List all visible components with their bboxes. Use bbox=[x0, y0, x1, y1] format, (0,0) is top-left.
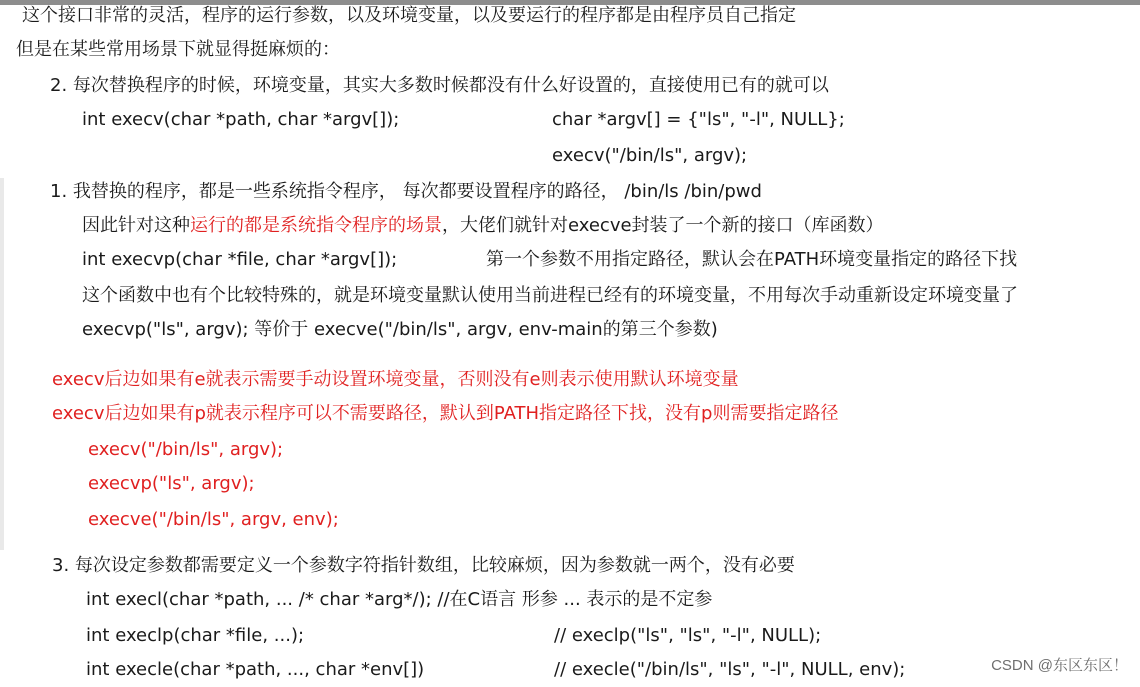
point-2-heading: 2. 每次替换程序的时候，环境变量，其实大多数时候都没有什么好设置的，直接使用已有的就可以 bbox=[50, 75, 829, 96]
intro-line-2: 但是在某些常用场景下就显得挺麻烦的： bbox=[16, 39, 340, 60]
execlp-prototype: int execlp(char *file, ...); bbox=[86, 625, 305, 646]
execv-prototype: int execv(char *path, char *argv[]); bbox=[82, 109, 400, 130]
reason-highlight: 运行的都是系统指令程序的场景 bbox=[190, 215, 442, 236]
execlp-comment: // execlp("ls", "ls", "-l", NULL); bbox=[554, 625, 822, 646]
execvp-equivalence: execvp("ls", argv); 等价于 execve("/bin/ls", argv, env-main的第三个参数) bbox=[82, 319, 718, 340]
execvp-prototype: int execvp(char *file, char *argv[]); bbox=[82, 249, 398, 270]
execle-prototype: int execle(char *path, ..., char *env[]) bbox=[86, 659, 425, 680]
reason-suffix: ，大佬们就针对execve封装了一个新的接口（库函数） bbox=[442, 215, 884, 236]
csdn-watermark: CSDN @东区东区！ bbox=[987, 655, 1132, 677]
rule-e-suffix: execv后边如果有e就表示需要手动设置环境变量，否则没有e则表示使用默认环境变量 bbox=[52, 369, 739, 390]
rule-p-suffix: execv后边如果有p就表示程序可以不需要路径，默认到PATH指定路径下找，没有p则需要指定路径 bbox=[52, 403, 839, 424]
execv-call-example: execv("/bin/ls", argv); bbox=[552, 145, 748, 166]
point-3-heading: 3. 每次设定参数都需要定义一个参数字符指针数组，比较麻烦，因为参数就一两个，没有必要 bbox=[52, 555, 795, 576]
execvp-path-note: 第一个参数不用指定路径，默认会在PATH环境变量指定的路径下找 bbox=[486, 249, 1018, 270]
execvp-env-note: 这个函数中也有个比较特殊的，就是环境变量默认使用当前进程已经有的环境变量，不用每次手动重新设定环境变量了 bbox=[82, 285, 1018, 306]
reason-prefix: 因此针对这种 bbox=[82, 215, 190, 236]
summary-example-execv: execv("/bin/ls", argv); bbox=[88, 439, 284, 460]
summary-example-execvp: execvp("ls", argv); bbox=[88, 473, 255, 494]
intro-line-1: 这个接口非常的灵活，程序的运行参数，以及环境变量，以及要运行的程序都是由程序员自己指定 bbox=[22, 5, 796, 26]
point-1-reason bbox=[82, 214, 884, 238]
execle-comment: // execle("/bin/ls", "ls", "-l", NULL, env); bbox=[554, 659, 906, 680]
summary-example-execve: execve("/bin/ls", argv, env); bbox=[88, 509, 339, 530]
execl-prototype: int execl(char *path, ... /* char *arg*/); //在C语言 形参 ... 表示的是不定参 bbox=[86, 589, 713, 610]
left-margin-bar bbox=[0, 178, 4, 550]
point-1-heading: 1. 我替换的程序，都是一些系统指令程序， 每次都要设置程序的路径， /bin/ls /bin/pwd bbox=[50, 181, 762, 202]
argv-array-example: char *argv[] = {"ls", "-l", NULL}; bbox=[552, 109, 845, 130]
